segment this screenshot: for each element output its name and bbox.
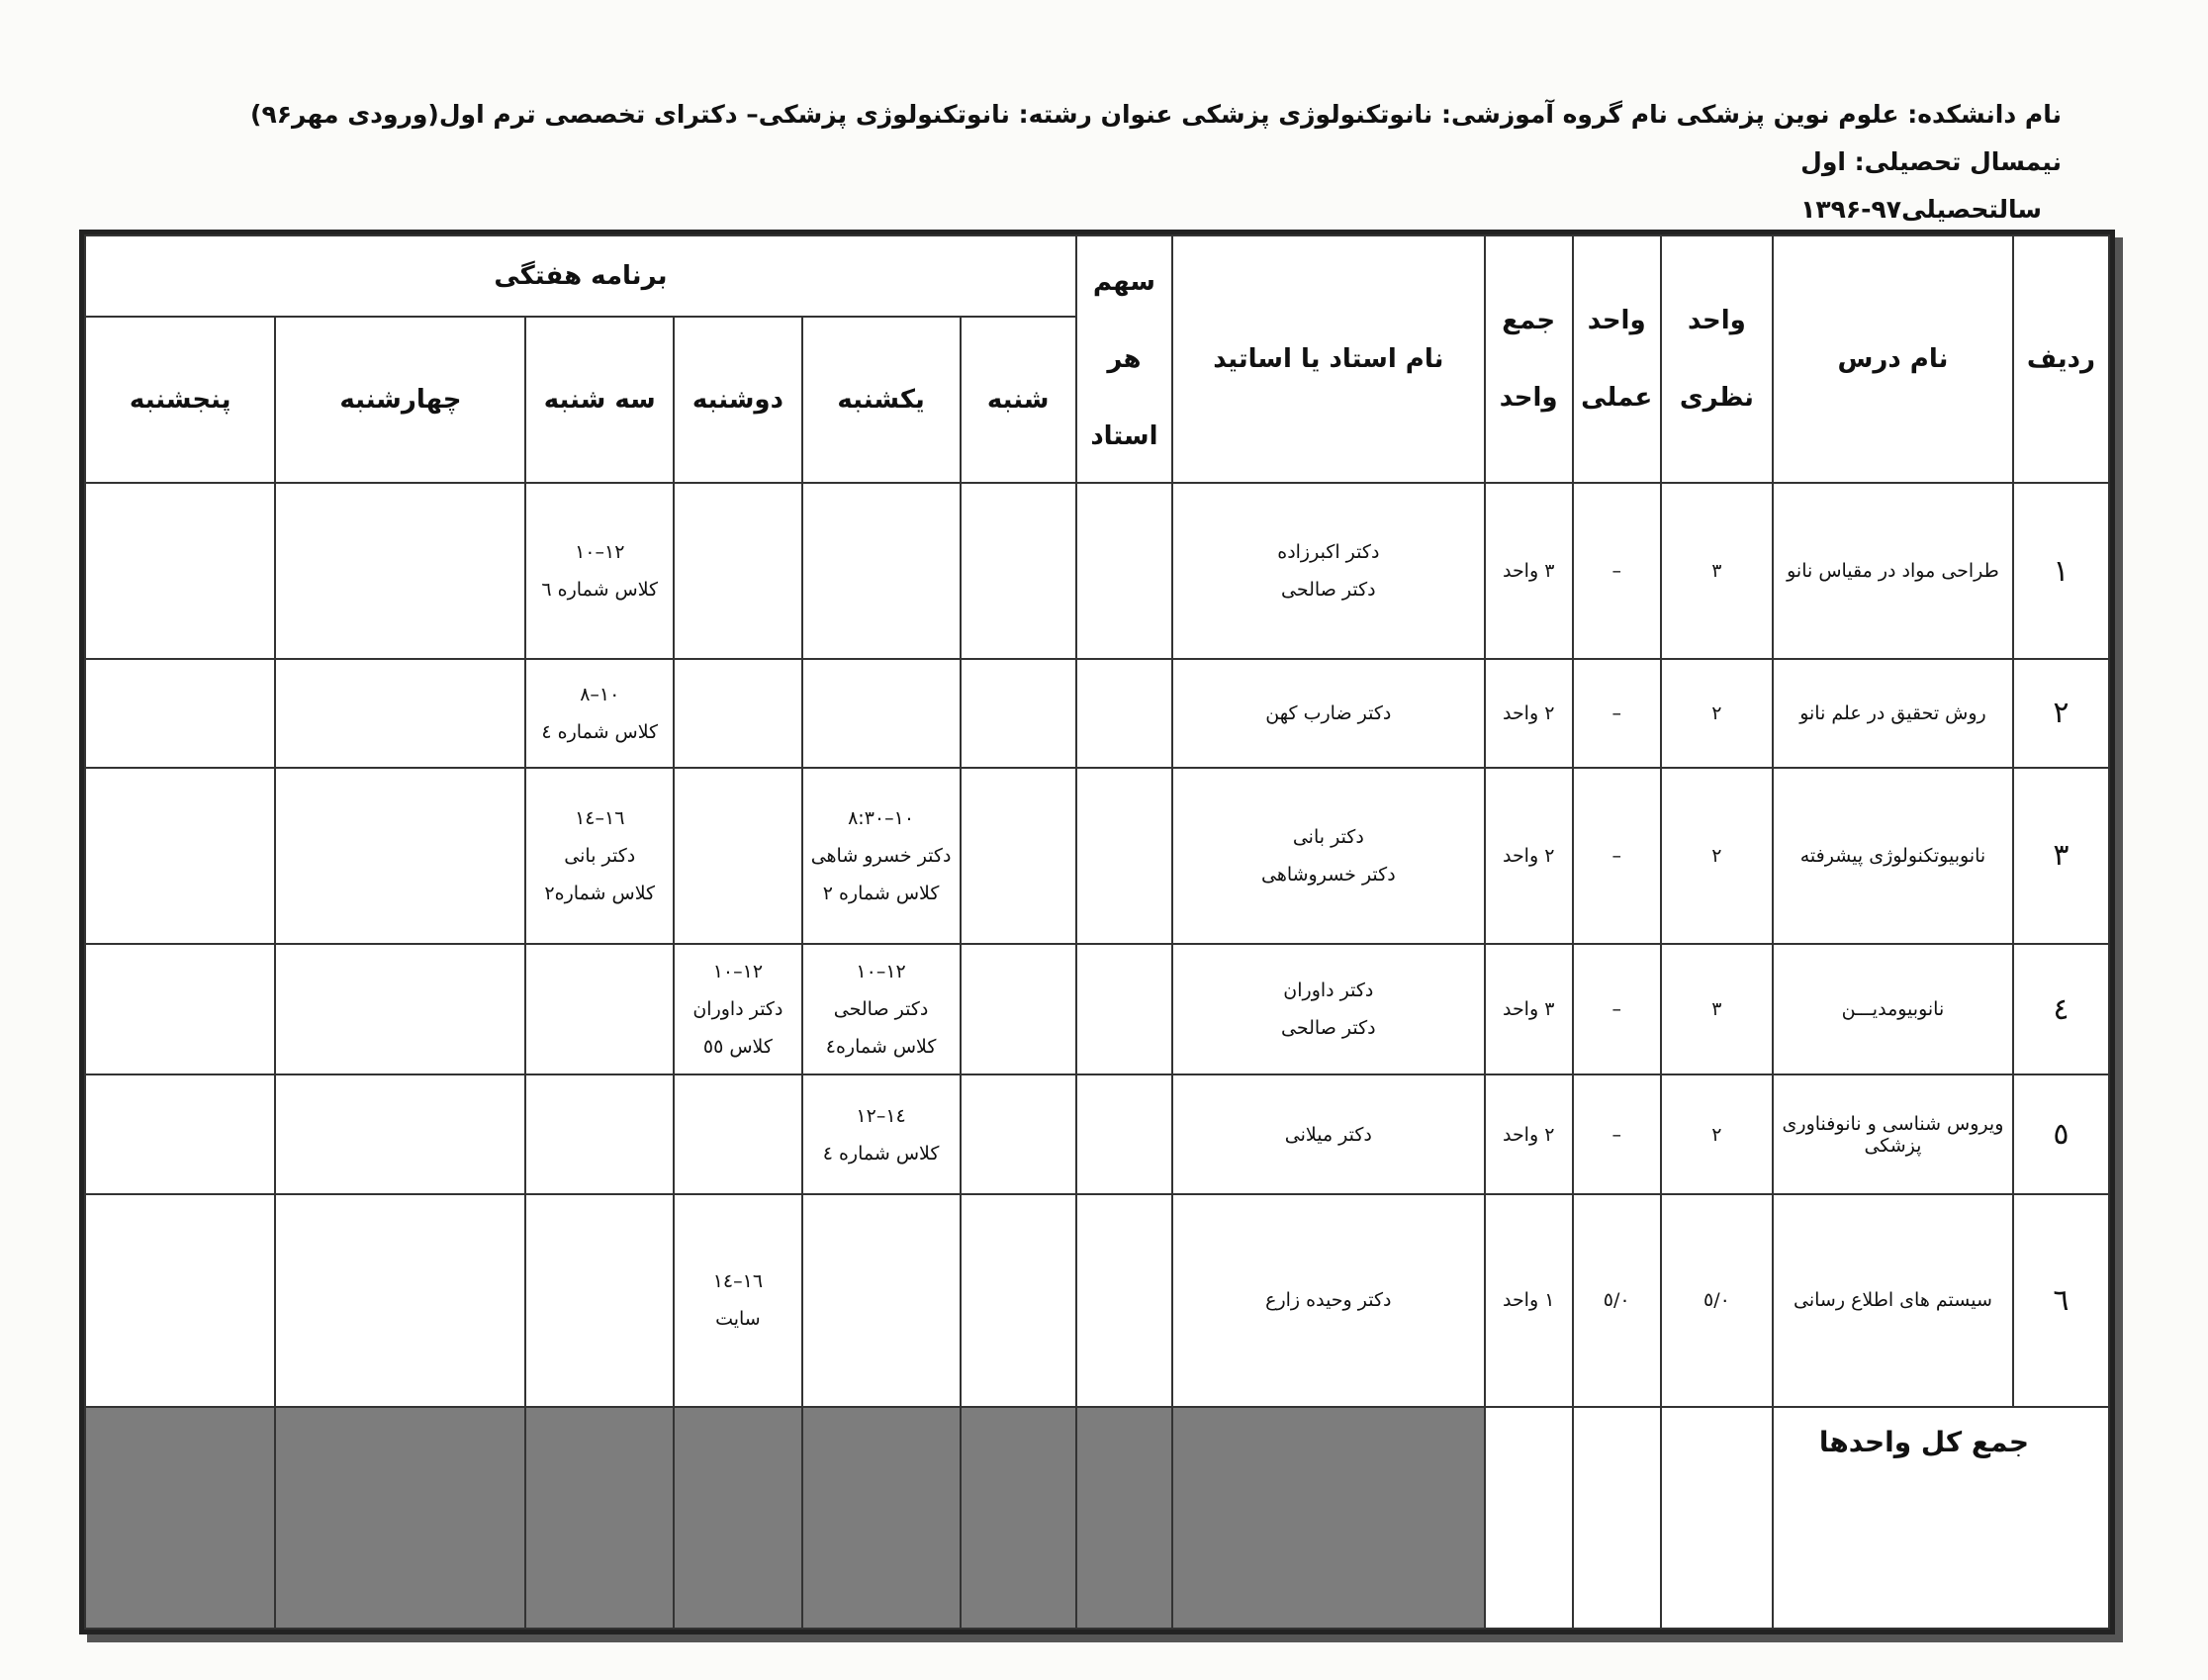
total-units-cell: ۲ واحد — [1485, 1074, 1573, 1193]
theory-units-cell: ۲ — [1661, 768, 1773, 944]
share-cell — [1076, 1074, 1172, 1193]
instructors-cell — [1172, 659, 1485, 768]
shaded-thursday-cell — [85, 1407, 275, 1629]
schedule-sunday-cell-line: کلاس شماره٤ — [825, 1036, 937, 1059]
theory-units-cell: ۲ — [1661, 659, 1773, 768]
practical-units-cell: – — [1573, 768, 1661, 944]
col-header-saturday: شنبه — [961, 317, 1076, 483]
table-row — [85, 483, 2109, 659]
shaded-sunday-cell — [802, 1407, 961, 1629]
schedule-tuesday-cell-line: ۱۰–۸ — [580, 683, 620, 705]
practical-units-cell: ۰/٥ — [1573, 1194, 1661, 1407]
schedule-table-frame — [79, 230, 2115, 1634]
total-units-cell: ۳ واحد — [1485, 944, 1573, 1075]
schedule-monday-cell — [674, 1074, 802, 1193]
schedule-sunday-cell — [802, 659, 961, 768]
theory-units-cell: ۰/٥ — [1661, 1194, 1773, 1407]
col-header-share-line3: استاد — [1090, 421, 1158, 451]
schedule-monday-cell — [674, 944, 802, 1075]
col-header-total-line2: واحد — [1499, 383, 1558, 413]
schedule-monday-cell-line: ۱۲–۱۰ — [712, 961, 764, 983]
table-row — [85, 1074, 2109, 1193]
schedule-tuesday-cell — [525, 1194, 674, 1407]
schedule-monday-cell-line: کلاس ٥٥ — [702, 1036, 773, 1059]
table-row — [85, 768, 2109, 944]
instructors-cell-line: دکتر اکبرزاده — [1277, 541, 1380, 564]
share-cell — [1076, 944, 1172, 1075]
schedule-tuesday-cell — [525, 483, 674, 659]
instructors-cell-line: دکتر بانی — [1292, 825, 1364, 848]
schedule-tuesday-cell — [525, 768, 674, 944]
col-header-practical-units — [1573, 235, 1661, 483]
row-number-cell: ۳ — [2013, 768, 2109, 944]
document-header — [162, 91, 2062, 233]
instructors-cell — [1172, 1074, 1485, 1193]
total-units-cell — [1485, 1407, 1573, 1629]
schedule-wednesday-cell — [275, 1074, 525, 1193]
share-cell — [1076, 483, 1172, 659]
shaded-share-cell — [1076, 1407, 1172, 1629]
schedule-sunday-cell — [802, 1194, 961, 1407]
col-header-thursday: پنجشنبه — [85, 317, 275, 483]
schedule-thursday-cell — [85, 483, 275, 659]
col-header-practical-line1: واحد — [1587, 306, 1646, 335]
table-row — [85, 944, 2109, 1075]
schedule-thursday-cell — [85, 1194, 275, 1407]
schedule-sunday-cell-line: دکتر صالحی — [833, 998, 929, 1021]
schedule-tuesday-cell-line: ۱٦–۱٤ — [575, 806, 625, 829]
schedule-monday-cell-line: ۱٦–۱٤ — [712, 1270, 764, 1293]
schedule-sunday-cell-line: ۱۲–۱۰ — [856, 961, 906, 983]
col-header-theory-line1: واحد — [1687, 306, 1746, 335]
instructors-cell-line: دکتر خسروشاهی — [1260, 863, 1396, 886]
schedule-sunday-cell-line: ۱۰–۸:۳۰ — [848, 806, 915, 829]
col-header-tuesday: سه شنبه — [525, 317, 674, 483]
col-header-sunday: یکشنبه — [802, 317, 961, 483]
schedule-monday-cell-line: دکتر داوران — [692, 998, 783, 1021]
col-header-theory-line2: نظری — [1679, 383, 1754, 413]
col-header-row-no: ردیف — [2013, 235, 2109, 483]
table-row — [85, 1194, 2109, 1407]
theory-units-cell: ۲ — [1661, 1074, 1773, 1193]
schedule-tuesday-cell — [525, 659, 674, 768]
shaded-instructors-cell — [1172, 1407, 1485, 1629]
course-name-cell: سیستم های اطلاع رسانی — [1773, 1194, 2013, 1407]
schedule-saturday-cell — [961, 659, 1076, 768]
col-header-share-line2: هر — [1107, 344, 1142, 374]
practical-units-cell: – — [1573, 944, 1661, 1075]
schedule-wednesday-cell — [275, 483, 525, 659]
theory-units-cell: ۳ — [1661, 944, 1773, 1075]
schedule-sunday-cell-line: کلاس شماره ٤ — [822, 1142, 940, 1165]
total-theory-cell — [1661, 1407, 1773, 1629]
instructors-cell-line: دکتر ضارب کهن — [1265, 701, 1392, 724]
schedule-sunday-cell — [802, 1074, 961, 1193]
row-number-cell: ٥ — [2013, 1074, 2109, 1193]
shaded-saturday-cell — [961, 1407, 1076, 1629]
schedule-tuesday-cell-line: ۱۲–۱۰ — [575, 541, 625, 564]
col-header-wednesday: چهارشنبه — [275, 317, 525, 483]
schedule-thursday-cell — [85, 768, 275, 944]
col-header-share — [1076, 235, 1172, 483]
header-line-2: سالتحصیلی۹۷-۱۳۹۶ — [1800, 195, 2042, 224]
instructors-cell-line: دکتر داوران — [1283, 980, 1374, 1002]
shaded-monday-cell — [674, 1407, 802, 1629]
schedule-monday-cell-line: سایت — [715, 1308, 761, 1331]
col-header-weekly-program: برنامه هفتگی — [85, 235, 1076, 317]
share-cell — [1076, 659, 1172, 768]
schedule-sunday-cell-line: کلاس شماره ۲ — [822, 882, 940, 904]
row-number-cell: ۱ — [2013, 483, 2109, 659]
total-practical-cell — [1573, 1407, 1661, 1629]
schedule-tuesday-cell-line: دکتر بانی — [564, 844, 636, 867]
schedule-tuesday-cell-line: کلاس شماره۲ — [544, 882, 656, 904]
col-header-instructors: نام استاد یا اساتید — [1172, 235, 1485, 483]
schedule-tuesday-cell-line: کلاس شماره ٦ — [541, 579, 659, 602]
col-header-practical-line2: عملی — [1581, 383, 1653, 413]
total-units-cell: ۱ واحد — [1485, 1194, 1573, 1407]
instructors-cell — [1172, 1194, 1485, 1407]
row-number-cell: ۲ — [2013, 659, 2109, 768]
schedule-wednesday-cell — [275, 1194, 525, 1407]
total-units-cell: ۲ واحد — [1485, 768, 1573, 944]
theory-units-cell: ۳ — [1661, 483, 1773, 659]
schedule-thursday-cell — [85, 944, 275, 1075]
instructors-cell-line: دکتر وحیده زارع — [1265, 1289, 1392, 1312]
schedule-wednesday-cell — [275, 768, 525, 944]
shaded-wednesday-cell — [275, 1407, 525, 1629]
practical-units-cell: – — [1573, 1074, 1661, 1193]
header-line-1: نام دانشکده: علوم نوین پزشکی نام گروه آموزشی: نانوتکنولوژی پزشکی عنوان رشته: نانوتکنولوژی پزشکی– دکترای تخصصی ترم اول(ورودی مهر۹۶) نیمسال تحصیلی: اول — [250, 100, 2062, 176]
schedule-saturday-cell — [961, 1074, 1076, 1193]
total-units-label: جمع کل واحدها — [1773, 1407, 2109, 1629]
col-header-share-line1: سهم — [1092, 267, 1155, 297]
schedule-tuesday-cell — [525, 944, 674, 1075]
col-header-course-name: نام درس — [1773, 235, 2013, 483]
instructors-cell-line: دکتر صالحی — [1281, 579, 1376, 602]
course-name-cell: نانوبیومدیـــن — [1773, 944, 2013, 1075]
schedule-saturday-cell — [961, 1194, 1076, 1407]
schedule-sunday-cell-line: دکتر خسرو شاهی — [810, 844, 952, 867]
schedule-tuesday-cell-line: کلاس شماره ٤ — [541, 720, 659, 743]
schedule-sunday-cell-line: ۱٤–۱۲ — [856, 1104, 906, 1127]
schedule-tuesday-cell — [525, 1074, 674, 1193]
schedule-monday-cell — [674, 483, 802, 659]
schedule-saturday-cell — [961, 483, 1076, 659]
course-name-cell: طراحی مواد در مقیاس نانو — [1773, 483, 2013, 659]
schedule-thursday-cell — [85, 1074, 275, 1193]
practical-units-cell: – — [1573, 483, 1661, 659]
col-header-total-units — [1485, 235, 1573, 483]
course-name-cell: نانوبیوتکنولوژی پیشرفته — [1773, 768, 2013, 944]
schedule-sunday-cell — [802, 768, 961, 944]
schedule-monday-cell — [674, 1194, 802, 1407]
share-cell — [1076, 768, 1172, 944]
schedule-table — [84, 234, 2110, 1630]
schedule-wednesday-cell — [275, 944, 525, 1075]
row-number-cell: ٦ — [2013, 1194, 2109, 1407]
instructors-cell-line: دکتر صالحی — [1281, 1017, 1376, 1040]
schedule-wednesday-cell — [275, 659, 525, 768]
col-header-theory-units — [1661, 235, 1773, 483]
schedule-sunday-cell — [802, 944, 961, 1075]
share-cell — [1076, 1194, 1172, 1407]
col-header-total-line1: جمع — [1502, 306, 1556, 335]
row-number-cell: ٤ — [2013, 944, 2109, 1075]
practical-units-cell: – — [1573, 659, 1661, 768]
course-name-cell: ویروس شناسی و نانوفناوری پزشکی — [1773, 1074, 2013, 1193]
schedule-rows — [85, 483, 2109, 1407]
course-name-cell: روش تحقیق در علم نانو — [1773, 659, 2013, 768]
instructors-cell — [1172, 768, 1485, 944]
schedule-saturday-cell — [961, 768, 1076, 944]
schedule-thursday-cell — [85, 659, 275, 768]
col-header-monday: دوشنبه — [674, 317, 802, 483]
schedule-saturday-cell — [961, 944, 1076, 1075]
schedule-monday-cell — [674, 659, 802, 768]
instructors-cell — [1172, 483, 1485, 659]
instructors-cell-line: دکتر میلانی — [1284, 1123, 1372, 1146]
total-units-cell: ۲ واحد — [1485, 659, 1573, 768]
instructors-cell — [1172, 944, 1485, 1075]
total-units-cell: ۳ واحد — [1485, 483, 1573, 659]
schedule-sunday-cell — [802, 483, 961, 659]
total-row — [85, 1407, 2109, 1629]
schedule-monday-cell — [674, 768, 802, 944]
shaded-tuesday-cell — [525, 1407, 674, 1629]
table-row — [85, 659, 2109, 768]
